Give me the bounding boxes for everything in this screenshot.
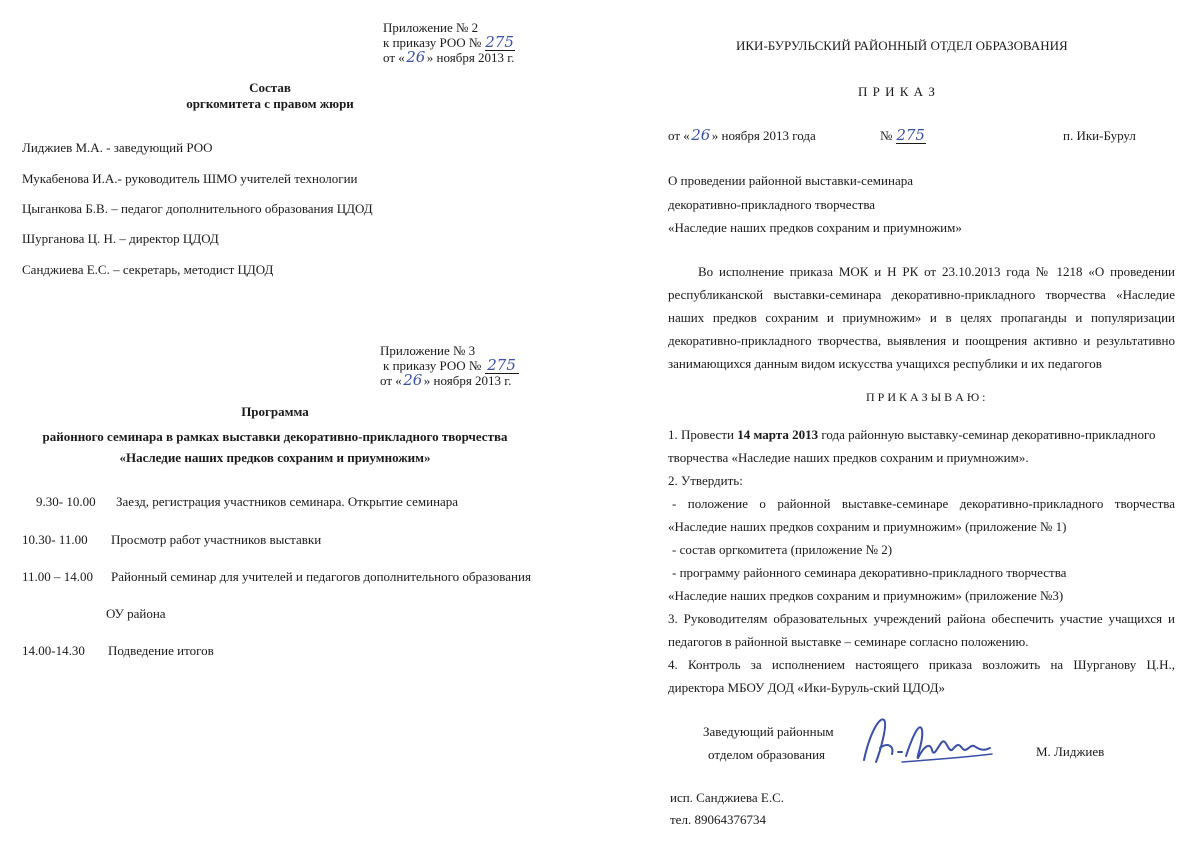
- program-time: 11.00 – 14.00: [22, 569, 94, 584]
- preamble-line: Во исполнение приказа МОК и Н РК от 23.10.2013 года № 1218 «О проведении: [698, 264, 1175, 279]
- item1-line2: творчества «Наследие наших предков сохраним и приумножим».: [668, 450, 1029, 465]
- signatory-name: М. Лиджиев: [1036, 744, 1105, 759]
- program-title: Программа: [241, 404, 309, 419]
- committee-member: Лиджиев М.А. - заведующий РОО: [22, 140, 213, 155]
- order-place: п. Ики-Бурул: [1063, 128, 1136, 143]
- program-desc: ОУ района: [106, 606, 166, 621]
- order-date-day: 26: [691, 126, 711, 144]
- appendix2-date-suffix: » ноября 2013 г.: [426, 50, 515, 65]
- subject-line: О проведении районной выставки-семинара: [668, 173, 913, 188]
- order-date: [668, 128, 816, 144]
- appendix3-date-prefix: от «: [380, 373, 402, 388]
- item3-line1: 3. Руководителям образовательных учреждений района обеспечить участие учащихся и: [668, 611, 1175, 626]
- program-desc: Подведение итогов: [108, 643, 214, 658]
- order-number-prefix: №: [880, 128, 893, 143]
- appendix3-line3: [380, 373, 511, 389]
- committee-member: Шурганова Ц. Н. – директор ЦДОД: [22, 231, 219, 246]
- program-desc: Просмотр работ участников выставки: [111, 532, 322, 547]
- document-type: П Р И К А З: [858, 84, 936, 99]
- appendix2-line3: [383, 50, 514, 66]
- subject-line: декоративно-прикладного творчества: [668, 197, 876, 212]
- appendix3-day: 26: [403, 371, 423, 389]
- committee-member: Цыганкова Б.В. – педагог дополнительного образования ЦДОД: [22, 201, 373, 216]
- committee-title: Состав: [249, 80, 291, 95]
- program-time: 9.30- 10.00: [36, 494, 96, 509]
- item3-line2: педагогов в районной выставке – семинаре согласно положению.: [668, 634, 1029, 649]
- appendix3-line1: Приложение № 3: [380, 343, 476, 358]
- preamble-line: наших предков сохраним и приумножим» и в целях пропаганды и популяризации: [668, 310, 1175, 325]
- item4-line1: 4. Контроль за исполнением настоящего приказа возложить на Шурганову Ц.Н.,: [668, 657, 1175, 672]
- program-name: «Наследие наших предков сохраним и приумножим»: [119, 450, 431, 465]
- appendix2-date-prefix: от «: [383, 50, 405, 65]
- item2-c-line1: - программу районного семинара декоративно-прикладного творчества: [672, 565, 1067, 580]
- preamble-line: декоративно-прикладного творчества, выявления и поощрения активно и результативно: [668, 333, 1175, 348]
- item1-date: 14 марта 2013: [737, 427, 819, 442]
- item1-text-a: 1. Провести: [668, 427, 738, 442]
- appendix3-prefix: к приказу РОО №: [383, 358, 482, 373]
- item2-title: 2. Утвердить:: [668, 473, 743, 488]
- item1-text-b: года районную выставку-семинар декоративно-прикладного: [818, 427, 1156, 442]
- program-subtitle: районного семинара в рамках выставки декоративно-прикладного творчества: [42, 429, 508, 444]
- preamble-line: республиканской выставки-семинара декоративно-прикладного творчества «Наследие: [668, 287, 1175, 302]
- program-desc: Заезд, регистрация участников семинара. Открытие семинара: [116, 494, 459, 509]
- committee-member: Мукабенова И.А.- руководитель ШМО учителей технологии: [22, 171, 358, 186]
- appendix2-line2: [383, 35, 515, 51]
- executor-phone: тел. 89064376734: [670, 812, 766, 827]
- signatory-title-line1: Заведующий районным: [703, 724, 834, 739]
- item2-c-line2: «Наследие наших предков сохраним и приумножим» (приложение №3): [668, 588, 1064, 603]
- order-date-prefix: от «: [668, 128, 690, 143]
- order-date-suffix: » ноября 2013 года: [711, 128, 816, 143]
- appendix2-prefix: к приказу РОО №: [383, 35, 482, 50]
- item2-a-line1: - положение о районной выставке-семинаре декоративно-прикладного творчества: [672, 496, 1175, 511]
- appendix3-date-suffix: » ноября 2013 г.: [423, 373, 512, 388]
- item1-line1: [668, 427, 1175, 443]
- program-time: 14.00-14.30: [22, 643, 85, 658]
- program-desc: Районный семинар для учителей и педагогов дополнительного образования: [111, 569, 531, 584]
- item2-a-line2: «Наследие наших предков сохраним и приумножим» (приложение № 1): [668, 519, 1067, 534]
- subject-line: «Наследие наших предков сохраним и приумножим»: [668, 220, 962, 235]
- item2-b: - состав оргкомитета (приложение № 2): [672, 542, 893, 557]
- program-time: 10.30- 11.00: [22, 532, 88, 547]
- executor: исп. Санджиева Е.С.: [670, 790, 785, 805]
- signatory-title-line2: отделом образования: [708, 747, 826, 762]
- appendix2-order-no: 275: [485, 33, 514, 51]
- order-number: [880, 128, 926, 144]
- item4-line2: директора МБОУ ДОД «Ики-Буруль-ский ЦДОД»: [668, 680, 946, 695]
- preamble-line: занимающихся данным видом искусства учащихся республики и их педагогов: [668, 356, 1102, 371]
- appendix2-day: 26: [406, 48, 426, 66]
- committee-member: Санджиева Е.С. – секретарь, методист ЦДОД: [22, 262, 274, 277]
- order-number-value: 275: [896, 126, 925, 144]
- department-header: ИКИ-БУРУЛЬСКИЙ РАЙОННЫЙ ОТДЕЛ ОБРАЗОВАНИЯ: [736, 38, 1068, 53]
- appendix3-order-no: 275: [485, 358, 519, 374]
- handwritten-signature: [858, 712, 998, 772]
- order-word: П Р И К А З Ы В А Ю :: [866, 390, 986, 404]
- committee-subtitle: оргкомитета с правом жюри: [186, 96, 354, 111]
- appendix2-line1: Приложение № 2: [383, 20, 479, 35]
